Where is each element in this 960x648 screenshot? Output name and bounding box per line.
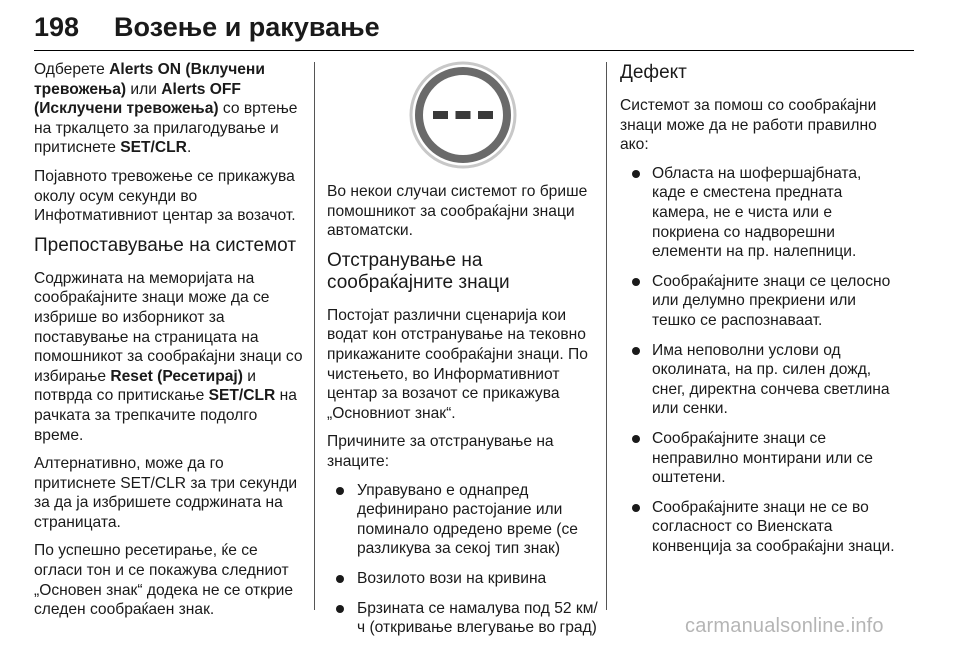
list-item: Управувано е однапред дефинирано растојание или поминало одредено време (се разликува за секој тип знак): [327, 481, 599, 559]
paragraph-removal: Постојат различни сценарија кои водат кон отстранување на тековно прикажаните сообраќајни знаци. По чистењето, во Информативниот центар за возачот се прикажува „Основниот знак“.: [327, 306, 588, 422]
bullet-icon: [632, 347, 640, 355]
bullet-icon: [632, 278, 640, 286]
page-header: [34, 12, 914, 52]
page-number: 198: [34, 12, 80, 42]
paragraph-reasons: Причините за отстранување на знаците:: [327, 433, 554, 470]
reset-option: Reset (Ресетирај): [110, 367, 243, 385]
list-item: Има неповолни услови од околината, на пр. силен дожд, снег, директна сончева светлина или сенки.: [620, 341, 895, 419]
bullet-icon: [336, 487, 344, 495]
paragraph-reset: Содржината на меморијата на сообраќајните знаци може да се избрише во изборникот за поставување на страницата на помошникот за сообраќајни знаци со избирање Reset (Ресетирај) и потврда со притискање SET/CLR на рачката за трепкачите подолго време.: [34, 269, 303, 444]
section-heading-fault: Дефект: [620, 62, 687, 83]
watermark-text: carmanualsonline.info: [685, 615, 884, 637]
paragraph-auto-clear: Во некои случаи системот го брише помошникот за сообраќајни знаци автоматски.: [327, 183, 588, 240]
list-item: Сообраќајните знаци се целосно или делумно прекриени или тешко се распознаваат.: [620, 272, 895, 331]
section-heading-removal: Отстранување на сообраќајните знаци: [327, 249, 510, 293]
header-divider: [34, 50, 914, 51]
list-item: Возилото вози на кривина: [327, 569, 599, 589]
bullet-icon: [632, 435, 640, 443]
alerts-off-option: Alerts OFF (Исклучени тревожења): [34, 80, 241, 118]
list-item: Брзината се намалува под 52 км/ч (откривање влегување во град): [327, 599, 599, 638]
reasons-list: [327, 481, 599, 638]
basic-sign-icon: [408, 60, 518, 170]
fault-list: [620, 164, 895, 557]
paragraph-alert-duration: Појавното тревожење се прикажува околу осум секунди во Инфотмативниот центар за возачот.: [34, 167, 296, 225]
paragraph-reset-result: По успешно ресетирање, ќе се огласи тон и се покажува следниот „Основен знак“ додека не се открие следен сообраќаен знак.: [34, 542, 294, 619]
set-clr-label: SET/CLR: [120, 139, 187, 157]
text-column-right: [620, 60, 895, 566]
section-heading-reset: Препоставување на системот: [34, 234, 297, 256]
paragraph-fault: Системот за помош со сообраќајни знаци може да не работи правилно ако:: [620, 97, 877, 154]
list-item: Сообраќајните знаци се неправилно монтирани или се оштетени.: [620, 429, 895, 488]
column-divider-left: [314, 62, 315, 610]
alerts-on-option: Alerts ON (Вклучени тревожења): [34, 61, 265, 98]
basic-sign-illustration: [327, 60, 599, 170]
set-clr-label: SET/CLR: [208, 387, 276, 405]
list-item: Областа на шофершајбната, каде е сместена предната камера, не е чиста или е покриена со надворешни елементи на пр. налепници.: [620, 164, 895, 262]
bullet-icon: [336, 605, 344, 613]
bullet-icon: [336, 575, 344, 583]
chapter-title: Возење и ракување: [114, 12, 380, 42]
text-column-left: [34, 60, 306, 629]
column-divider-right: [606, 62, 607, 610]
bullet-icon: [632, 504, 640, 512]
paragraph-alternative: Алтернативно, може да го притиснете SET/CLR за три секунди за да ја избришете содржината на страницата.: [34, 455, 298, 531]
paragraph-alerts: Одберете Alerts ON (Вклучени тревожења) или Alerts OFF (Исклучени тревожења) со вртење на тркалцето за прилагодување и притиснете SET/CLR.: [34, 61, 298, 157]
list-item: Сообраќајните знаци не се во согласност со Виенската конвенција за сообраќајни знаци.: [620, 498, 895, 557]
bullet-icon: [632, 170, 640, 178]
text-column-middle: [327, 60, 599, 648]
